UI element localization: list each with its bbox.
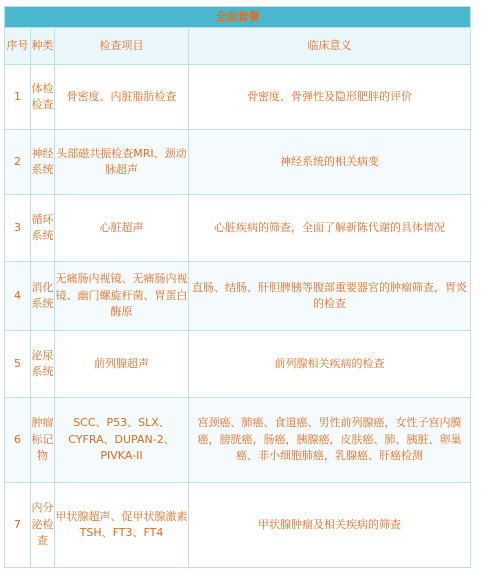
- row-item: SCC、P53、SLX、CYFRA、DUPAN-2、PIVKA-II: [55, 398, 189, 483]
- row-item: 无痛肠内视镜、无痛肠内视镜、幽门螺旋杆菌、胃蛋白酶原: [55, 262, 189, 331]
- row-meaning: 宫颈癌、肺癌、食道癌、男性前列腺癌，女性子宫内膜癌，膀胱癌，肠癌，胰腺癌，皮肤癌、肺、胰脏、卵巢癌、非小细胞肺癌，乳腺癌、肝癌检测: [189, 398, 471, 483]
- row-num: 1: [5, 65, 31, 130]
- row-num: 2: [5, 130, 31, 195]
- row-kind: 循环系统: [31, 195, 55, 262]
- row-meaning: 神经系统的相关病变: [189, 130, 471, 195]
- row-num: 7: [5, 483, 31, 568]
- row-item: 骨密度、内脏脂肪检查: [55, 65, 189, 130]
- table-header-row: [5, 28, 471, 65]
- package-table: [4, 6, 471, 568]
- header-kind: 种类: [31, 28, 55, 65]
- row-kind: 体检检查: [31, 65, 55, 130]
- row-item: 甲状腺超声、促甲状腺激素TSH、FT3、FT4: [55, 483, 189, 568]
- row-item: 心脏超声: [55, 195, 189, 262]
- package-table-container: [4, 6, 471, 568]
- row-meaning: 前列腺相关疾病的检查: [189, 331, 471, 398]
- row-meaning: 甲状腺肿瘤及相关疾病的筛查: [189, 483, 471, 568]
- row-num: 5: [5, 331, 31, 398]
- row-meaning: 骨密度、骨弹性及隐形肥胖的评价: [189, 65, 471, 130]
- row-kind: 神经系统: [31, 130, 55, 195]
- header-item: 检查项目: [55, 28, 189, 65]
- row-meaning: 直肠、结肠、肝胆脾胰等腹部重要器官的肿瘤筛查，胃炎的检查: [189, 262, 471, 331]
- table-title: 全面套餐: [5, 7, 471, 28]
- header-meaning: 临床意义: [189, 28, 471, 65]
- row-kind: 泌尿系统: [31, 331, 55, 398]
- row-kind: 消化系统: [31, 262, 55, 331]
- table-row: [5, 398, 471, 483]
- table-row: [5, 262, 471, 331]
- row-kind: 肿瘤标记物: [31, 398, 55, 483]
- table-row: [5, 195, 471, 262]
- row-num: 6: [5, 398, 31, 483]
- header-num: 序号: [5, 28, 31, 65]
- row-kind: 内分泌检查: [31, 483, 55, 568]
- table-title-row: [5, 7, 471, 28]
- row-item: 前列腺超声: [55, 331, 189, 398]
- table-row: [5, 331, 471, 398]
- row-num: 4: [5, 262, 31, 331]
- row-meaning: 心脏疾病的筛查，全面了解新陈代谢的具体情况: [189, 195, 471, 262]
- table-row: [5, 65, 471, 130]
- row-item: 头部磁共振检查MRI、颈动脉超声: [55, 130, 189, 195]
- table-row: [5, 130, 471, 195]
- row-num: 3: [5, 195, 31, 262]
- table-row: [5, 483, 471, 568]
